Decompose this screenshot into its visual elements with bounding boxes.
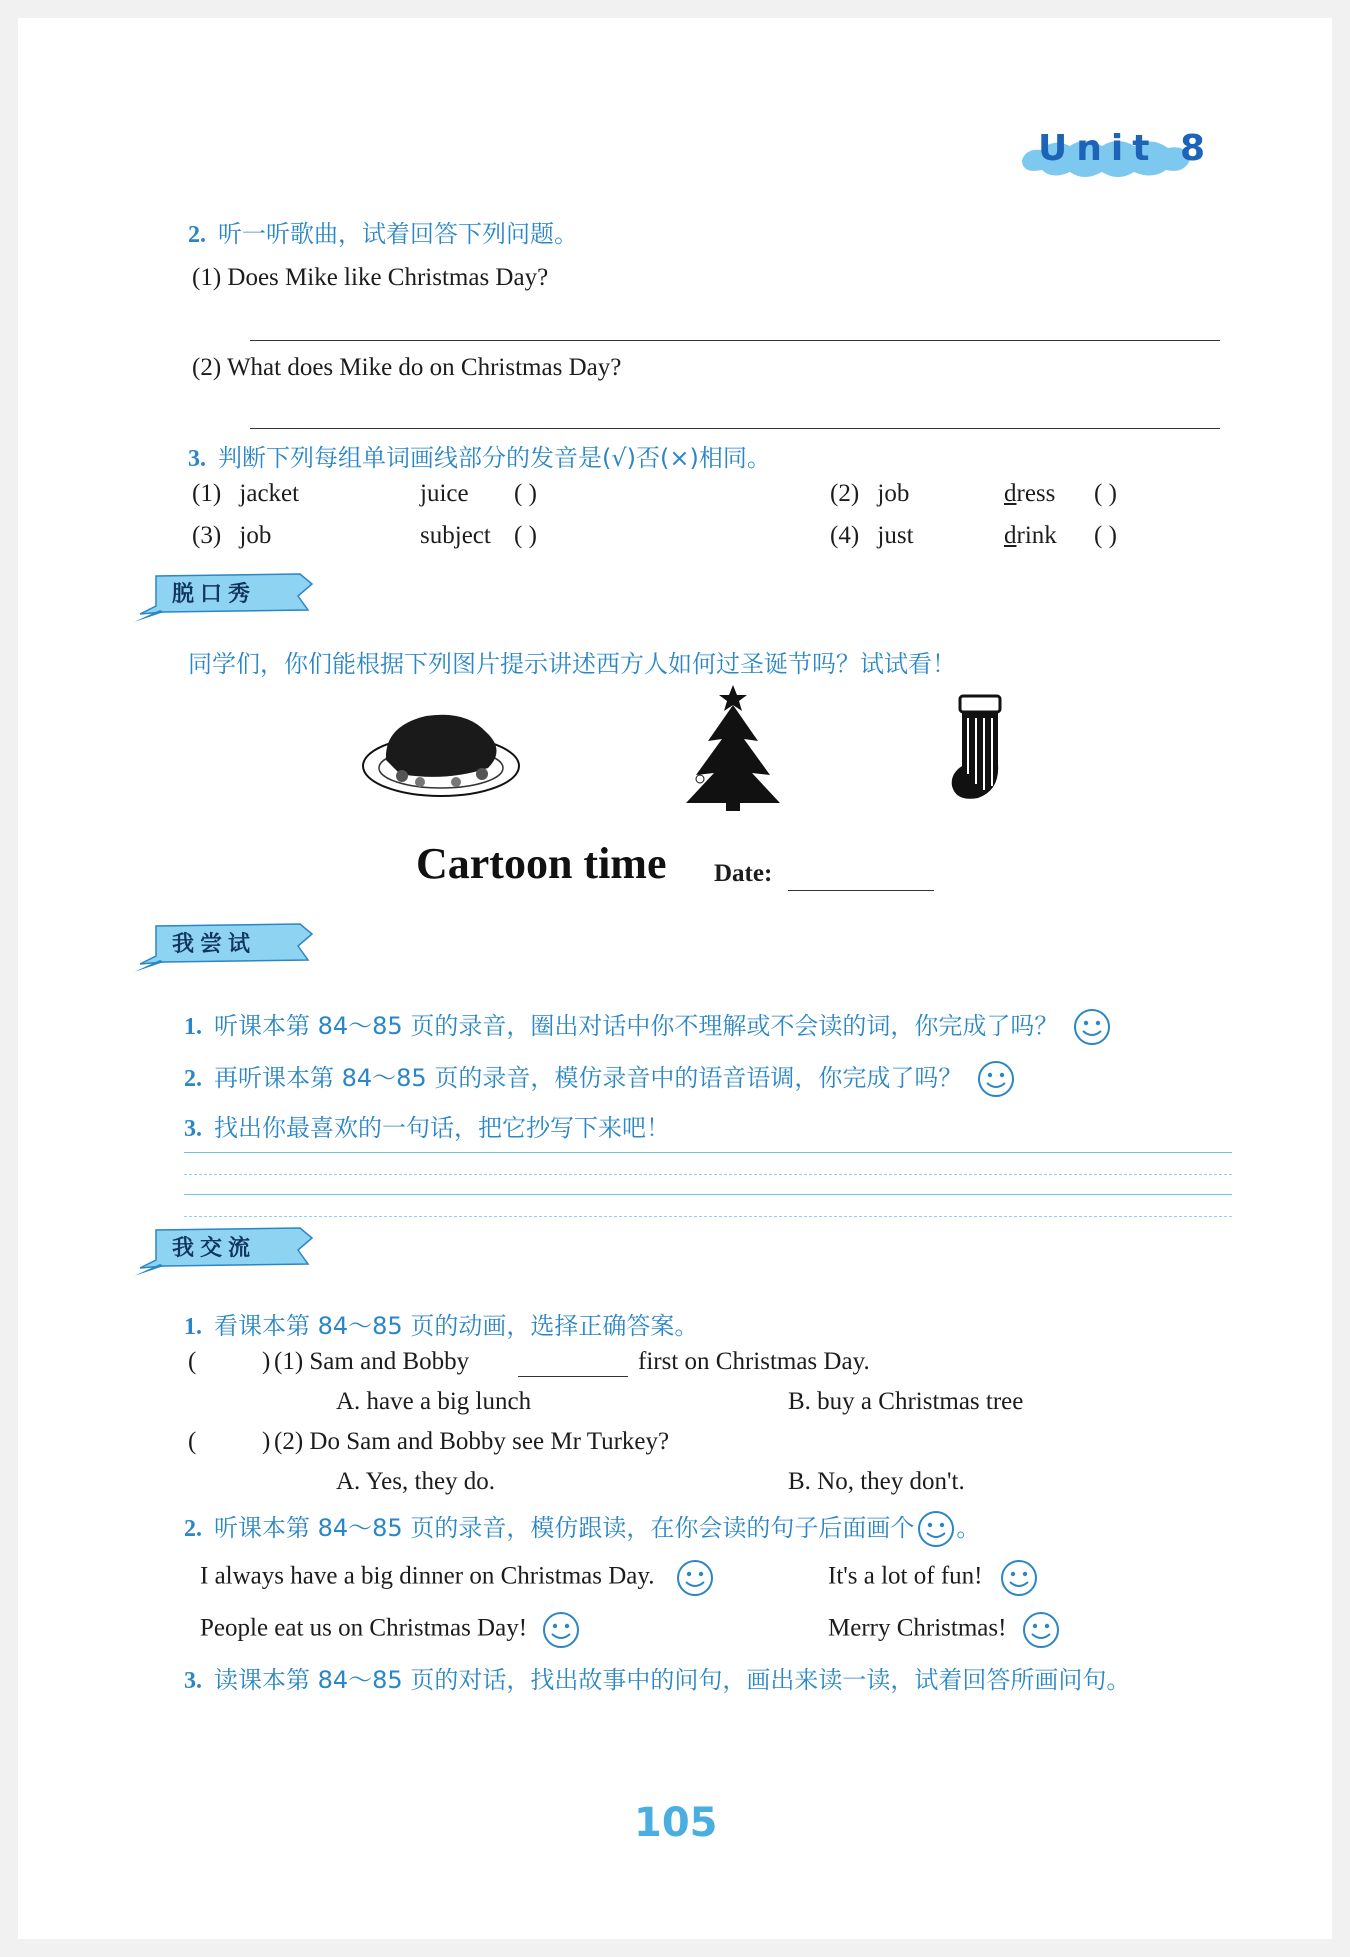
phonics-row-4-b: drink: [1004, 522, 1057, 549]
smiley-icon[interactable]: [1021, 1610, 1061, 1650]
date-label: Date:: [714, 860, 773, 887]
q1-1-paren-close[interactable]: ): [262, 1348, 271, 1375]
q1-2-paren-open[interactable]: (: [188, 1428, 197, 1455]
copy-line-4[interactable]: [184, 1216, 1232, 1217]
phonics-row-1-b: juice: [420, 480, 469, 507]
exchange-banner: 我交流: [130, 1220, 315, 1278]
phonics-row-4: (4) just: [830, 522, 914, 549]
copy-line-1[interactable]: [184, 1152, 1232, 1153]
paren-1[interactable]: ( ): [514, 480, 537, 507]
answer-line-2[interactable]: [250, 428, 1220, 429]
sentence-3: People eat us on Christmas Day!: [200, 1610, 581, 1650]
phonics-row-2: (2) job: [830, 480, 910, 507]
q1-1-option-a[interactable]: A. have a big lunch: [336, 1388, 532, 1415]
christmas-tree-icon: [678, 683, 788, 813]
q2-2: (2) What does Mike do on Christmas Day?: [192, 354, 622, 381]
q1-2-option-a[interactable]: A. Yes, they do.: [336, 1468, 496, 1495]
q1-1-blank[interactable]: [518, 1376, 628, 1377]
q3-title: 3. 判断下列每组单词画线部分的发音是(√)否(×)相同。: [188, 444, 771, 472]
q2-title: 2. 听一听歌曲，试着回答下列问题。: [188, 220, 578, 248]
q2-1: (1) Does Mike like Christmas Day?: [192, 264, 549, 291]
paren-3[interactable]: ( ): [514, 522, 537, 549]
phonics-row-3-b: subject: [420, 522, 491, 549]
smiley-icon: [916, 1509, 956, 1549]
copy-line-2[interactable]: [184, 1174, 1232, 1175]
sentence-2: It's a lot of fun!: [828, 1558, 1039, 1598]
q1-1-option-b[interactable]: B. buy a Christmas tree: [788, 1388, 1024, 1415]
smiley-icon[interactable]: [1072, 1007, 1112, 1047]
q1-1: (1) Sam and Bobby: [274, 1348, 470, 1375]
stocking-icon: [942, 694, 1012, 804]
try-item-3: 3. 找出你最喜欢的一句话，把它抄写下来吧！: [184, 1114, 670, 1142]
phonics-row-1: (1) jacket: [192, 480, 300, 507]
try-item-2: 2. 再听课本第 84～85 页的录音，模仿录音中的语音语调，你完成了吗？: [184, 1058, 1016, 1099]
phonics-row-3: (3) job: [192, 522, 272, 549]
copy-line-3[interactable]: [184, 1194, 1232, 1195]
exchange-q1-title: 1. 看课本第 84～85 页的动画，选择正确答案。: [184, 1312, 699, 1340]
paren-4[interactable]: ( ): [1094, 522, 1117, 549]
smiley-icon[interactable]: [976, 1059, 1016, 1099]
q1-2: (2) Do Sam and Bobby see Mr Turkey?: [274, 1428, 670, 1455]
unit-header: [1014, 118, 1214, 188]
talk-show-banner: 脱口秀: [130, 566, 315, 624]
talk-prompt: 同学们，你们能根据下列图片提示讲述西方人如何过圣诞节吗？试试看！: [188, 650, 956, 678]
q1-2-option-b[interactable]: B. No, they don't.: [788, 1468, 965, 1495]
smiley-icon[interactable]: [541, 1610, 581, 1650]
unit-title: Unit 8: [1038, 128, 1214, 169]
q1-1-paren-open[interactable]: (: [188, 1348, 197, 1375]
q1-1-post: first on Christmas Day.: [638, 1348, 870, 1375]
q1-2-paren-close[interactable]: ): [262, 1428, 271, 1455]
try-item-1: 1. 听课本第 84～85 页的录音，圈出对话中你不理解或不会读的词，你完成了吗？: [184, 1006, 1112, 1047]
try-banner: 我尝试: [130, 916, 315, 974]
sentence-4: Merry Christmas!: [828, 1610, 1061, 1650]
phonics-row-2-b: dress: [1004, 480, 1056, 507]
page-number: 105: [634, 1800, 718, 1846]
answer-line-1[interactable]: [250, 340, 1220, 341]
date-line[interactable]: [788, 890, 934, 891]
workbook-page: [18, 18, 1332, 1939]
sentence-1: I always have a big dinner on Christmas Day.: [200, 1558, 715, 1598]
smiley-icon[interactable]: [675, 1558, 715, 1598]
exchange-q3-title: 3. 读课本第 84～85 页的对话，找出故事中的问句，画出来读一读，试着回答所画问句。: [184, 1666, 1131, 1694]
smiley-icon[interactable]: [999, 1558, 1039, 1598]
cartoon-title: Cartoon time: [416, 839, 667, 888]
exchange-q2-title: 2. 听课本第 84～85 页的录音，模仿跟读，在你会读的句子后面画个 。: [184, 1508, 980, 1549]
turkey-icon: [356, 702, 526, 802]
paren-2[interactable]: ( ): [1094, 480, 1117, 507]
